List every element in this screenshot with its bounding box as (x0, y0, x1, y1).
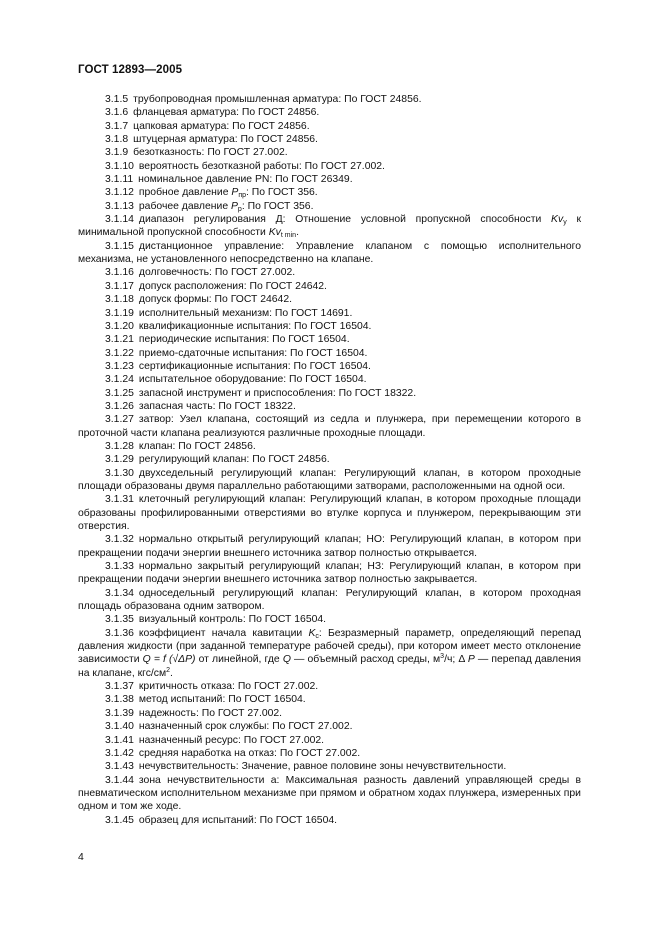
clause-number: 3.1.8 (105, 134, 129, 146)
clause-3-1-19 (78, 307, 581, 320)
clause-number: 3.1.28 (105, 440, 134, 452)
clause-3-1-17 (78, 280, 581, 293)
clause-number: 3.1.14 (105, 214, 134, 226)
clause-3-1-38 (78, 693, 581, 706)
clause-text-f: — перепад давления на клапане, кгс/см (78, 654, 582, 679)
page-number: 4 (78, 852, 84, 863)
clause-number: 3.1.29 (105, 454, 134, 466)
clause-3-1-42 (78, 747, 581, 760)
clause-3-1-7 (78, 120, 581, 133)
pressure-subscript: пр (238, 192, 247, 200)
clause-text: регулирующий клапан: По ГОСТ 24856. (138, 454, 330, 466)
clause-text-tail: . (296, 227, 299, 239)
clause-number: 3.1.32 (105, 534, 134, 546)
clause-text: односедельный регулирующий клапан: Регулирующий клапан, в котором проходная площадь образована одним затвором. (78, 587, 581, 613)
clause-text: приемо-сдаточные испытания: По ГОСТ 16504. (138, 347, 368, 359)
clause-text: долговечность: По ГОСТ 27.002. (138, 267, 296, 279)
clause-number: 3.1.24 (105, 374, 134, 386)
clause-3-1-31 (78, 493, 581, 533)
q-symbol: Q (282, 654, 291, 666)
kc-subscript: c (315, 632, 319, 640)
clause-3-1-35 (78, 613, 581, 626)
clause-3-1-39 (78, 707, 581, 720)
clause-number: 3.1.37 (105, 681, 134, 693)
kv-min-symbol: Kv (268, 227, 281, 239)
clause-text: нормально открытый регулирующий клапан; НО: Регулирующий клапан, в котором при прекращении подачи энергии внешнего источника затвор полностью открывается. (78, 534, 581, 559)
cube-superscript: 3 (440, 653, 445, 661)
clause-text: квалификационные испытания: По ГОСТ 16504. (138, 320, 372, 332)
clause-text-e: /ч; Δ (444, 654, 468, 666)
clause-3-1-8 (78, 133, 581, 146)
clause-number: 3.1.22 (105, 347, 134, 359)
clause-text: метод испытаний: По ГОСТ 16504. (138, 694, 306, 706)
clause-3-1-9 (78, 146, 581, 159)
clause-3-1-28 (78, 440, 581, 453)
clause-number: 3.1.16 (105, 267, 134, 279)
clause-text: критичность отказа: По ГОСТ 27.002. (138, 681, 319, 693)
clause-3-1-14 (78, 213, 581, 240)
clause-3-1-36 (78, 627, 581, 680)
clause-text: назначенный ресурс: По ГОСТ 27.002. (138, 734, 325, 746)
clause-number: 3.1.5 (105, 94, 129, 105)
clause-text: периодические испытания: По ГОСТ 16504. (138, 334, 350, 346)
clause-number: 3.1.41 (105, 734, 134, 746)
clause-3-1-25 (78, 387, 581, 400)
square-superscript: 2 (166, 666, 171, 674)
clause-number: 3.1.23 (105, 360, 134, 372)
clause-3-1-41 (78, 734, 581, 747)
clause-text: двухседельный регулирующий клапан: Регулирующий клапан, в котором проходные площади образованы двумя параллельно работающими затворами, расположенными на одной оси. (78, 467, 581, 492)
clause-number: 3.1.11 (105, 174, 134, 186)
clause-number: 3.1.12 (105, 187, 134, 199)
clause-number: 3.1.40 (105, 721, 134, 733)
clause-3-1-37 (78, 680, 581, 693)
clause-3-1-27 (78, 413, 581, 440)
clause-text-g: . (170, 667, 173, 679)
clause-number: 3.1.6 (105, 107, 129, 119)
clause-text: испытательное оборудование: По ГОСТ 16504. (138, 374, 367, 386)
clause-3-1-11 (78, 173, 581, 186)
clause-text: запасной инструмент и приспособления: По ГОСТ 18322. (138, 387, 417, 399)
clause-text: трубопроводная промышленная арматура: По ГОСТ 24856. (133, 94, 422, 105)
flow-formula: Q = f (√ΔP) (142, 654, 196, 666)
clause-number: 3.1.36 (105, 627, 134, 639)
clause-text: рабочее давление (138, 200, 231, 212)
clause-number: 3.1.7 (105, 120, 129, 132)
clause-text: диапазон регулирования Д: Отношение условной пропускной способности (138, 214, 552, 226)
clause-3-1-10 (78, 160, 581, 173)
clause-text: дистанционное управление: Управление клапаном с помощью исполнительного механизма, не установленного непосредственно на клапане. (78, 240, 581, 266)
clause-text: коэффициент начала кавитации (138, 627, 309, 639)
pressure-symbol: P (231, 187, 239, 199)
clause-text: вероятность безотказной работы: По ГОСТ 27.002. (138, 160, 385, 172)
clause-number: 3.1.17 (105, 280, 134, 292)
clause-text: цапковая арматура: По ГОСТ 24856. (133, 120, 310, 132)
clause-number: 3.1.19 (105, 307, 134, 319)
clause-text: нечувствительность: Значение, равное половине зоны нечувствительности. (138, 761, 507, 773)
clause-number: 3.1.35 (105, 614, 134, 626)
p-symbol: P (467, 654, 475, 666)
clause-text: затвор: Узел клапана, состоящий из седла и плунжера, при перемещении которого в проточной части клапана реализуются различные проходные площади. (78, 414, 581, 439)
document-header: ГОСТ 12893—2005 (78, 64, 183, 76)
clause-3-1-43 (78, 760, 581, 773)
clause-text: номинальное давление PN: По ГОСТ 26349. (138, 174, 353, 186)
kc-symbol: K (308, 627, 316, 639)
clause-text-middle: : Безразмерный параметр, определяющий перепад давления жидкости (при заданной температуре рабочей среды), при котором имеет место отклонение зависимости (78, 627, 581, 666)
clause-text: исполнительный механизм: По ГОСТ 14691. (138, 307, 353, 319)
clause-text-tail: : По ГОСТ 356. (246, 187, 318, 199)
clause-number: 3.1.30 (105, 467, 134, 479)
clause-text-tail: : По ГОСТ 356. (241, 200, 314, 212)
clause-text: нормально закрытый регулирующий клапан; НЗ: Регулирующий клапан, в котором при прекращении подачи энергии внешнего источника затвор полностью закрывается. (78, 561, 581, 586)
clause-3-1-23 (78, 360, 581, 373)
clause-3-1-18 (78, 293, 581, 306)
clause-text: клапан: По ГОСТ 24856. (138, 440, 256, 452)
clause-number: 3.1.15 (105, 240, 134, 252)
clause-3-1-6 (78, 106, 581, 119)
clause-text: допуск формы: По ГОСТ 24642. (138, 294, 292, 306)
clause-text: клеточный регулирующий клапан: Регулирующий клапан, в котором проходные площади образованы профилированными отверстиями во втулке корпуса и плунжером, перекрывающим эти отверстия. (78, 494, 581, 532)
clause-number: 3.1.13 (105, 200, 134, 212)
clause-3-1-34 (78, 587, 581, 614)
clause-number: 3.1.9 (105, 147, 129, 159)
clause-3-1-32 (78, 533, 581, 560)
clause-number: 3.1.26 (105, 400, 134, 412)
clause-3-1-13 (78, 200, 581, 213)
clause-3-1-21 (78, 333, 581, 346)
pressure-symbol: P (230, 200, 238, 212)
clause-3-1-15 (78, 240, 581, 267)
kv-symbol: Kv (551, 214, 564, 226)
clause-number: 3.1.34 (105, 587, 134, 599)
clause-number: 3.1.42 (105, 747, 134, 759)
clause-3-1-40 (78, 720, 581, 733)
clause-text: зона нечувствительности а: Максимальная разность давлений управляющей среды в пневматическом исполнительном механизме при прямом и обратном ходах плунжера, измеренных при одном и том же ходе. (78, 774, 581, 813)
clause-text: штуцерная арматура: По ГОСТ 24856. (133, 134, 318, 146)
clause-3-1-33 (78, 560, 581, 587)
clause-text: образец для испытаний: По ГОСТ 16504. (138, 814, 338, 826)
clause-text: средняя наработка на отказ: По ГОСТ 27.002. (138, 747, 361, 759)
clause-text: надежность: По ГОСТ 27.002. (138, 707, 283, 719)
clause-text: фланцевая арматура: По ГОСТ 24856. (133, 107, 320, 119)
clause-text: безотказность: По ГОСТ 27.002. (133, 147, 288, 159)
kv-subscript: y (563, 219, 567, 227)
clause-number: 3.1.20 (105, 320, 134, 332)
clause-text: визуальный контроль: По ГОСТ 16504. (138, 614, 327, 626)
clause-text: назначенный срок службы: По ГОСТ 27.002. (138, 721, 353, 733)
clause-3-1-5 (78, 93, 581, 106)
clause-number: 3.1.27 (105, 414, 134, 426)
clause-3-1-20 (78, 320, 581, 333)
clause-number: 3.1.33 (105, 561, 134, 573)
clause-number: 3.1.45 (105, 814, 134, 826)
clause-3-1-12 (78, 186, 581, 199)
clause-number: 3.1.44 (105, 774, 134, 786)
clauses-list (78, 93, 581, 827)
clause-text: сертификационные испытания: По ГОСТ 16504. (138, 360, 371, 372)
clause-text: пробное давление (138, 187, 232, 199)
clause-3-1-16 (78, 266, 581, 279)
clause-3-1-26 (78, 400, 581, 413)
clause-number: 3.1.38 (105, 694, 134, 706)
clause-3-1-44 (78, 774, 581, 814)
clause-3-1-29 (78, 453, 581, 466)
clause-3-1-22 (78, 347, 581, 360)
clause-number: 3.1.31 (105, 494, 134, 506)
clause-text-middle: к минимальной пропускной способности (78, 214, 581, 239)
kv-min-subscript: t min (280, 232, 297, 240)
clause-text-c: от линейной, где (195, 654, 283, 666)
clause-text: допуск расположения: По ГОСТ 24642. (138, 280, 327, 292)
clause-3-1-30 (78, 467, 581, 494)
clause-3-1-24 (78, 373, 581, 386)
clause-text-d: — объемный расход среды, м (290, 654, 441, 666)
clause-number: 3.1.39 (105, 707, 134, 719)
clause-3-1-45 (78, 814, 581, 827)
clause-number: 3.1.18 (105, 294, 134, 306)
clause-text: запасная часть: По ГОСТ 18322. (138, 400, 296, 412)
clause-number: 3.1.25 (105, 387, 134, 399)
clause-number: 3.1.21 (105, 334, 134, 346)
clause-number: 3.1.10 (105, 160, 134, 172)
pressure-subscript: р (237, 205, 242, 213)
clause-number: 3.1.43 (105, 761, 134, 773)
